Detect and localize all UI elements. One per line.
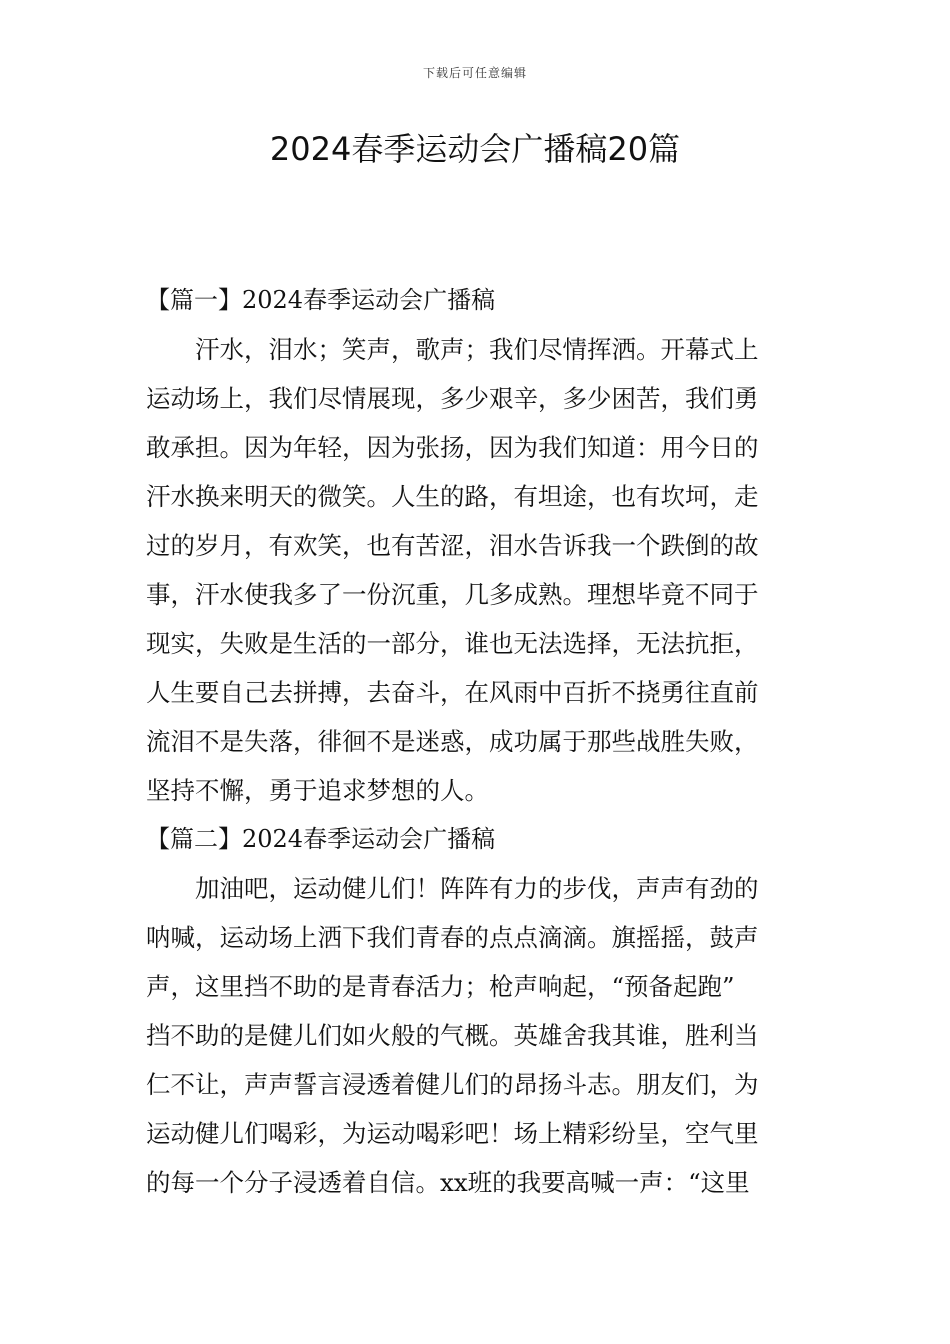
text-line: 挡不助的是健儿们如火般的气概。英雄舍我其谁，胜利当 (146, 1021, 759, 1050)
text-line: 运动场上，我们尽情展现，多少艰辛，多少困苦，我们勇 (146, 384, 759, 413)
text-line: 的每一个分子浸透着自信。xx班的我要高喊一声：“这里 (146, 1168, 750, 1197)
document-body (146, 276, 806, 1207)
text-line: 流泪不是失落，徘徊不是迷惑，成功属于那些战胜失败， (146, 727, 759, 756)
text-line: 现实，失败是生活的一部分，谁也无法选择，无法抗拒， (146, 629, 759, 658)
text-line: 声，这里挡不助的是青春活力；枪声响起，“预备起跑” (146, 972, 735, 1001)
section-1 (146, 276, 806, 815)
text-line: 敢承担。因为年轻，因为张扬，因为我们知道：用今日的 (146, 433, 759, 462)
section-heading: 【篇二】2024春季运动会广播稿 (146, 825, 496, 853)
text-line: 加油吧，运动健儿们！阵阵有力的步伐，声声有劲的 (195, 874, 759, 903)
text-line: 运动健儿们喝彩，为运动喝彩吧！场上精彩纷呈，空气里 (146, 1119, 759, 1148)
text-line: 事，汗水使我多了一份沉重，几多成熟。理想毕竟不同于 (146, 580, 759, 609)
section-paragraph (146, 864, 806, 1207)
header-note: 下载后可任意编辑 (422, 66, 527, 80)
document-title: 2024春季运动会广播稿20篇 (269, 130, 681, 168)
text-line: 过的岁月，有欢笑，也有苦涩，泪水告诉我一个跌倒的故 (146, 531, 759, 560)
text-line: 仁不让，声声誓言浸透着健儿们的昂扬斗志。朋友们，为 (146, 1070, 759, 1099)
section-paragraph (146, 325, 806, 815)
text-line: 呐喊，运动场上洒下我们青春的点点滴滴。旗摇摇，鼓声 (146, 923, 759, 952)
section-heading: 【篇一】2024春季运动会广播稿 (146, 286, 496, 314)
text-line: 人生要自己去拼搏，去奋斗，在风雨中百折不挠勇往直前 (146, 678, 759, 707)
section-2 (146, 815, 806, 1207)
text-line: 坚持不懈，勇于追求梦想的人。 (146, 776, 489, 805)
text-line: 汗水换来明天的微笑。人生的路，有坦途，也有坎坷，走 (146, 482, 759, 511)
text-line: 汗水，泪水；笑声，歌声；我们尽情挥洒。开幕式上 (195, 335, 759, 364)
